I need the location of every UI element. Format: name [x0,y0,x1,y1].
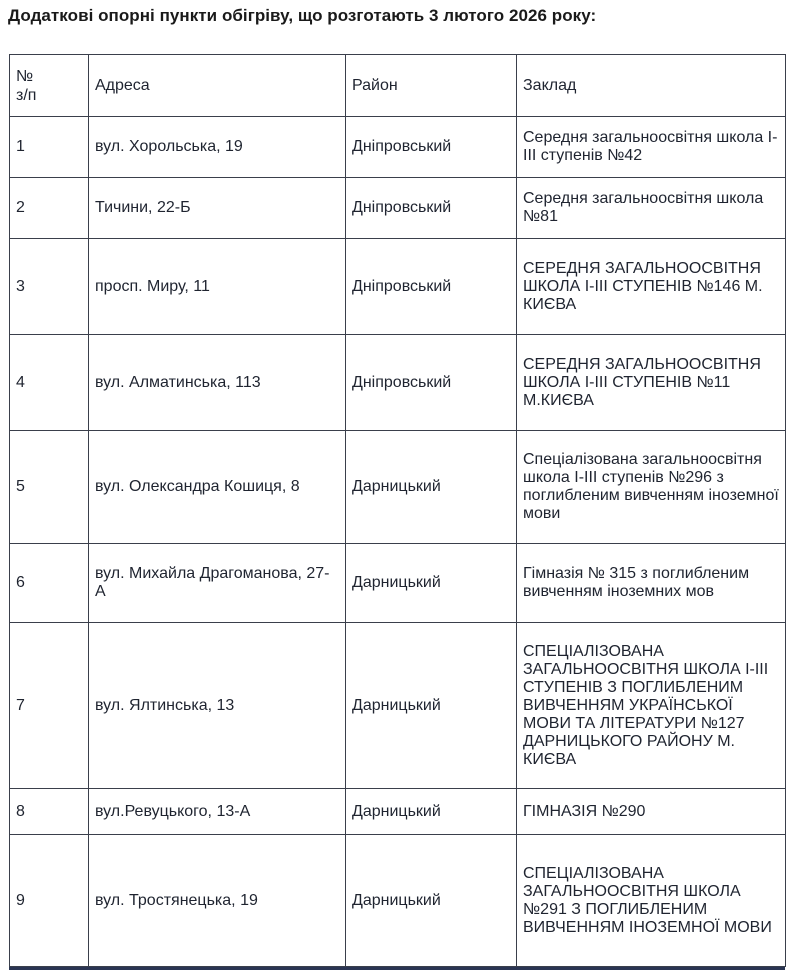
page-title: Додаткові опорні пункти обігріву, що розготають 3 лютого 2026 року: [8,6,597,25]
row-number: 8 [10,789,89,835]
header-number [10,55,89,117]
table-row [10,335,786,431]
row-address: просп. Миру, 11 [89,239,346,335]
table-row [10,117,786,178]
row-number: 5 [10,431,89,544]
row-institution: СЕРЕДНЯ ЗАГАЛЬНООСВІТНЯ ШКОЛА І-ІІІ СТУПЕНІВ №146 М. КИЄВА [517,239,786,335]
table-header-row [10,55,786,117]
row-number: 9 [10,835,89,967]
header-institution: Заклад [517,55,786,117]
row-number: 1 [10,117,89,178]
row-number: 2 [10,178,89,239]
table-row [10,835,786,967]
row-address: вул. Олександра Кошиця, 8 [89,431,346,544]
row-institution: Гімназія № 315 з поглибленим вивченням іноземних мов [517,544,786,623]
row-number: 3 [10,239,89,335]
header-number-line1: № [16,67,34,85]
row-address: вул. Алматинська, 113 [89,335,346,431]
heating-points-table [9,54,786,967]
row-district: Дарницький [346,544,517,623]
table-row [10,178,786,239]
row-district: Дарницький [346,431,517,544]
header-district: Район [346,55,517,117]
row-number: 4 [10,335,89,431]
row-number: 7 [10,623,89,789]
header-number-line2: з/п [16,86,37,104]
row-district: Дніпровський [346,178,517,239]
table-row [10,239,786,335]
row-number: 6 [10,544,89,623]
row-institution: Середня загальноосвітня школа І-ІІІ ступенів №42 [517,117,786,178]
row-institution: СПЕЦІАЛІЗОВАНА ЗАГАЛЬНООСВІТНЯ ШКОЛА №291 З ПОГЛИБЛЕНИМ ВИВЧЕННЯМ ІНОЗЕМНОЇ МОВИ [517,835,786,967]
row-institution: СЕРЕДНЯ ЗАГАЛЬНООСВІТНЯ ШКОЛА І-ІІІ СТУПЕНІВ №11 М.КИЄВА [517,335,786,431]
row-address: вул.Ревуцького, 13-А [89,789,346,835]
row-district: Дарницький [346,789,517,835]
row-district: Дарницький [346,623,517,789]
row-district: Дніпровський [346,335,517,431]
row-institution: Середня загальноосвітня школа №81 [517,178,786,239]
row-address: Тичини, 22-Б [89,178,346,239]
table-row [10,544,786,623]
row-district: Дарницький [346,835,517,967]
row-institution: СПЕЦІАЛІЗОВАНА ЗАГАЛЬНООСВІТНЯ ШКОЛА І-ІІІ СТУПЕНІВ З ПОГЛИБЛЕНИМ ВИВЧЕННЯМ УКРАЇНСЬКОЇ МОВИ ТА ЛІТЕРАТУРИ №127 ДАРНИЦЬКОГО РАЙОНУ М. КИЄВА [517,623,786,789]
heating-points-table-container [9,54,785,970]
row-address: вул. Тростянецька, 19 [89,835,346,967]
row-district: Дніпровський [346,117,517,178]
row-address: вул. Хорольська, 19 [89,117,346,178]
table-row [10,431,786,544]
row-district: Дніпровський [346,239,517,335]
row-address: вул. Михайла Драгоманова, 27-А [89,544,346,623]
row-institution: ГІМНАЗІЯ №290 [517,789,786,835]
table-row [10,789,786,835]
row-address: вул. Ялтинська, 13 [89,623,346,789]
table-row [10,623,786,789]
row-institution: Спеціалізована загальноосвітня школа І-ІІІ ступенів №296 з поглибленим вивченням іноземної мови [517,431,786,544]
header-address: Адреса [89,55,346,117]
